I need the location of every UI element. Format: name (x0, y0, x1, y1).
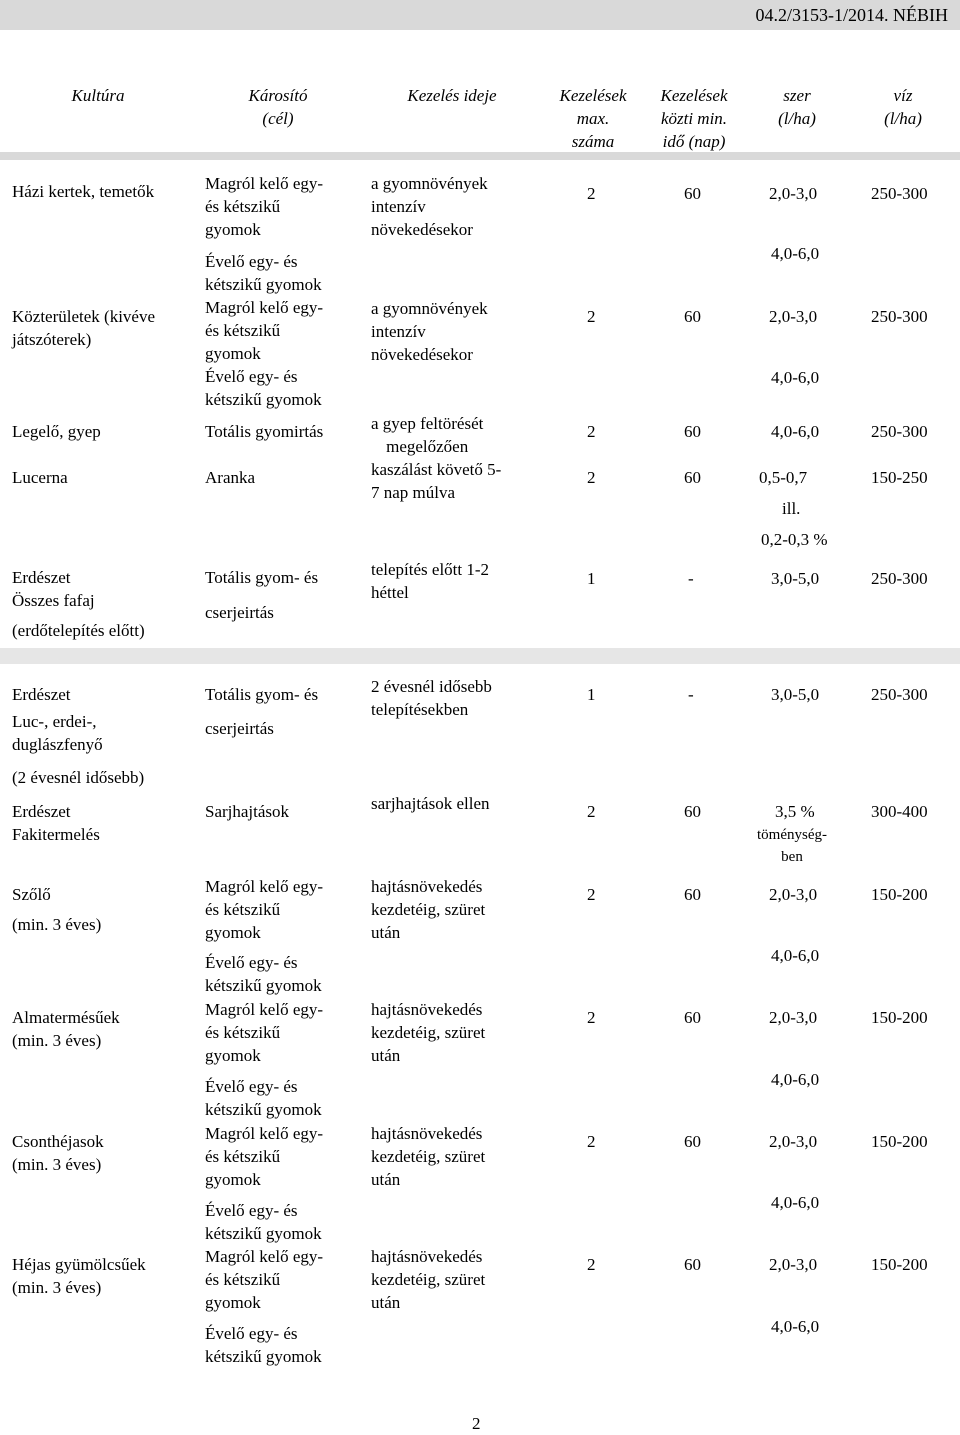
row-lucerna-viz: 150-250 (871, 468, 928, 487)
header-karosito: Károsító (cél) (248, 86, 308, 128)
row-erdeszet1-szer: 3,0-5,0 (771, 569, 820, 588)
row-kozteruletek-karosito2: Évelő egy- és kétszikű gyomok (205, 367, 322, 409)
row-erdeszet1-kultura2: Összes fafaj (12, 591, 95, 610)
row-legelo-karosito: Totális gyomirtás (205, 422, 324, 441)
row-csonthejas-max: 2 (587, 1132, 596, 1151)
page-number: 2 (472, 1414, 481, 1433)
row-szolo-max: 2 (587, 885, 596, 904)
row-alma-kozti: 60 (684, 1008, 701, 1027)
row-erdeszet1-viz: 250-300 (871, 569, 928, 588)
row-erdeszet1-kozti: - (688, 569, 694, 588)
row-csonthejas-karosito: Magról kelő egy- és kétszikű gyomok (205, 1124, 324, 1189)
header-kultura: Kultúra (71, 86, 125, 105)
row-hazi-kertek-viz: 250-300 (871, 184, 928, 203)
row-lucerna-kultura: Lucerna (12, 468, 68, 487)
row-fakitermeles-kultura: Erdészet Fakitermelés (12, 802, 100, 844)
row-szolo-kultura2: (min. 3 éves) (12, 915, 102, 934)
row-hazi-kertek-ideje: a gyomnövények intenzív növekedésekor (371, 174, 488, 239)
row-alma-max: 2 (587, 1008, 596, 1027)
row-legelo-szer: 4,0-6,0 (771, 422, 820, 441)
row-erdeszet1-karosito: Totális gyom- és (205, 568, 319, 587)
row-erdeszet1-kultura: Erdészet (12, 568, 71, 587)
row-fakitermeles-kozti: 60 (684, 802, 701, 821)
row-szolo-szer: 2,0-3,0 (769, 885, 818, 904)
row-lucerna-kozti: 60 (684, 468, 701, 487)
row-lucerna-szer-ill: ill. (782, 499, 801, 518)
row-hazi-kertek-szer2: 4,0-6,0 (771, 244, 820, 263)
row-erdeszet2-ideje: 2 évesnél idősebb telepítésekben (371, 677, 492, 719)
row-szolo-kultura: Szőlő (12, 885, 51, 904)
row-hejas-kultura: Héjas gyümölcsűek (min. 3 éves) (12, 1255, 146, 1297)
header-viz: víz (l/ha) (884, 86, 922, 128)
row-kozteruletek-ideje: a gyomnövények intenzív növekedésekor (371, 299, 488, 364)
row-erdeszet1-max: 1 (587, 569, 596, 588)
row-hejas-szer2: 4,0-6,0 (771, 1317, 820, 1336)
row-szolo-karosito: Magról kelő egy- és kétszikű gyomok (205, 877, 324, 942)
row-lucerna-max: 2 (587, 468, 596, 487)
row-fakitermeles-szer: 3,5 % (775, 802, 815, 821)
row-hazi-kertek-kozti: 60 (684, 184, 701, 203)
row-erdeszet2-kultura2: Luc-, erdei-, duglászfenyő (12, 712, 103, 754)
row-kozteruletek-max: 2 (587, 307, 596, 326)
row-hejas-karosito: Magról kelő egy- és kétszikű gyomok (205, 1247, 324, 1312)
row-legelo-viz: 250-300 (871, 422, 928, 441)
row-legelo-kozti: 60 (684, 422, 701, 441)
document-reference: 04.2/3153-1/2014. NÉBIH (755, 5, 948, 25)
row-kozteruletek-szer: 2,0-3,0 (769, 307, 818, 326)
row-alma-karosito2: Évelő egy- és kétszikű gyomok (205, 1077, 322, 1119)
row-szolo-szer2: 4,0-6,0 (771, 946, 820, 965)
row-fakitermeles-max: 2 (587, 802, 596, 821)
row-fakitermeles-karosito: Sarjhajtások (205, 802, 290, 821)
row-fakitermeles-viz: 300-400 (871, 802, 928, 821)
row-erdeszet1-ideje: telepítés előtt 1-2 héttel (371, 560, 490, 602)
row-szolo-karosito2: Évelő egy- és kétszikű gyomok (205, 953, 322, 995)
row-erdeszet2-kozti: - (688, 685, 694, 704)
row-szolo-viz: 150-200 (871, 885, 928, 904)
row-kozteruletek-viz: 250-300 (871, 307, 928, 326)
row-alma-karosito: Magról kelő egy- és kétszikű gyomok (205, 1000, 324, 1065)
row-alma-szer2: 4,0-6,0 (771, 1070, 820, 1089)
row-legelo-ideje: a gyep feltörését megelőzően (371, 414, 484, 456)
row-csonthejas-szer: 2,0-3,0 (769, 1132, 818, 1151)
row-hazi-kertek-szer: 2,0-3,0 (769, 184, 818, 203)
row-erdeszet2-karosito2: cserjeirtás (205, 719, 274, 738)
row-lucerna-karosito: Aranka (205, 468, 256, 487)
row-csonthejas-kultura: Csonthéjasok (min. 3 éves) (12, 1132, 104, 1174)
row-hejas-max: 2 (587, 1255, 596, 1274)
row-erdeszet1-karosito2: cserjeirtás (205, 603, 274, 622)
row-fakitermeles-szer2: töménység- ben (757, 827, 827, 865)
row-erdeszet2-kultura3: (2 évesnél idősebb) (12, 768, 145, 787)
row-alma-viz: 150-200 (871, 1008, 928, 1027)
row-erdeszet2-viz: 250-300 (871, 685, 928, 704)
row-fakitermeles-ideje: sarjhajtások ellen (371, 794, 490, 813)
row-hazi-kertek-karosito: Magról kelő egy- és kétszikű gyomok (205, 174, 324, 239)
header-divider (0, 152, 960, 160)
row-csonthejas-viz: 150-200 (871, 1132, 928, 1151)
row-csonthejas-kozti: 60 (684, 1132, 701, 1151)
row-legelo-kultura: Legelő, gyep (12, 422, 101, 441)
row-kozteruletek-szer2: 4,0-6,0 (771, 368, 820, 387)
row-csonthejas-szer2: 4,0-6,0 (771, 1193, 820, 1212)
row-szolo-ideje: hajtásnövekedés kezdetéig, szüret után (371, 877, 486, 942)
header-szer: szer (l/ha) (778, 86, 816, 128)
page-break-band (0, 648, 960, 664)
row-hejas-ideje: hajtásnövekedés kezdetéig, szüret után (371, 1247, 486, 1312)
row-lucerna-szer: 0,5-0,7 (759, 468, 808, 487)
row-alma-szer: 2,0-3,0 (769, 1008, 818, 1027)
row-szolo-kozti: 60 (684, 885, 701, 904)
row-hejas-viz: 150-200 (871, 1255, 928, 1274)
row-hazi-kertek-karosito2: Évelő egy- és kétszikű gyomok (205, 252, 322, 294)
row-hejas-karosito2: Évelő egy- és kétszikű gyomok (205, 1324, 322, 1366)
row-csonthejas-karosito2: Évelő egy- és kétszikű gyomok (205, 1201, 322, 1243)
row-hazi-kertek-max: 2 (587, 184, 596, 203)
row-kozteruletek-kozti: 60 (684, 307, 701, 326)
row-kozteruletek-karosito: Magról kelő egy- és kétszikű gyomok (205, 298, 324, 363)
row-csonthejas-ideje: hajtásnövekedés kezdetéig, szüret után (371, 1124, 486, 1189)
row-hejas-szer: 2,0-3,0 (769, 1255, 818, 1274)
header-kezelesek-max: Kezelések max. száma (559, 86, 627, 151)
row-erdeszet2-karosito: Totális gyom- és (205, 685, 319, 704)
row-kozteruletek-kultura: Közterületek (kivéve játszóterek) (12, 307, 156, 349)
row-hazi-kertek-kultura: Házi kertek, temetők (12, 182, 155, 201)
row-erdeszet2-szer: 3,0-5,0 (771, 685, 820, 704)
header-kezeles-ideje: Kezelés ideje (407, 86, 497, 105)
row-erdeszet2-kultura: Erdészet (12, 685, 71, 704)
header-kezelesek-kozti: Kezelések közti min. idő (nap) (660, 86, 728, 151)
row-legelo-max: 2 (587, 422, 596, 441)
row-erdeszet1-kultura3: (erdőtelepítés előtt) (12, 621, 145, 640)
row-erdeszet2-max: 1 (587, 685, 596, 704)
row-alma-ideje: hajtásnövekedés kezdetéig, szüret után (371, 1000, 486, 1065)
row-hejas-kozti: 60 (684, 1255, 701, 1274)
row-lucerna-szer2: 0,2-0,3 % (761, 530, 828, 549)
row-alma-kultura: Almatermésűek (min. 3 éves) (12, 1008, 120, 1050)
row-lucerna-ideje: kaszálást követő 5- 7 nap múlva (371, 460, 502, 502)
